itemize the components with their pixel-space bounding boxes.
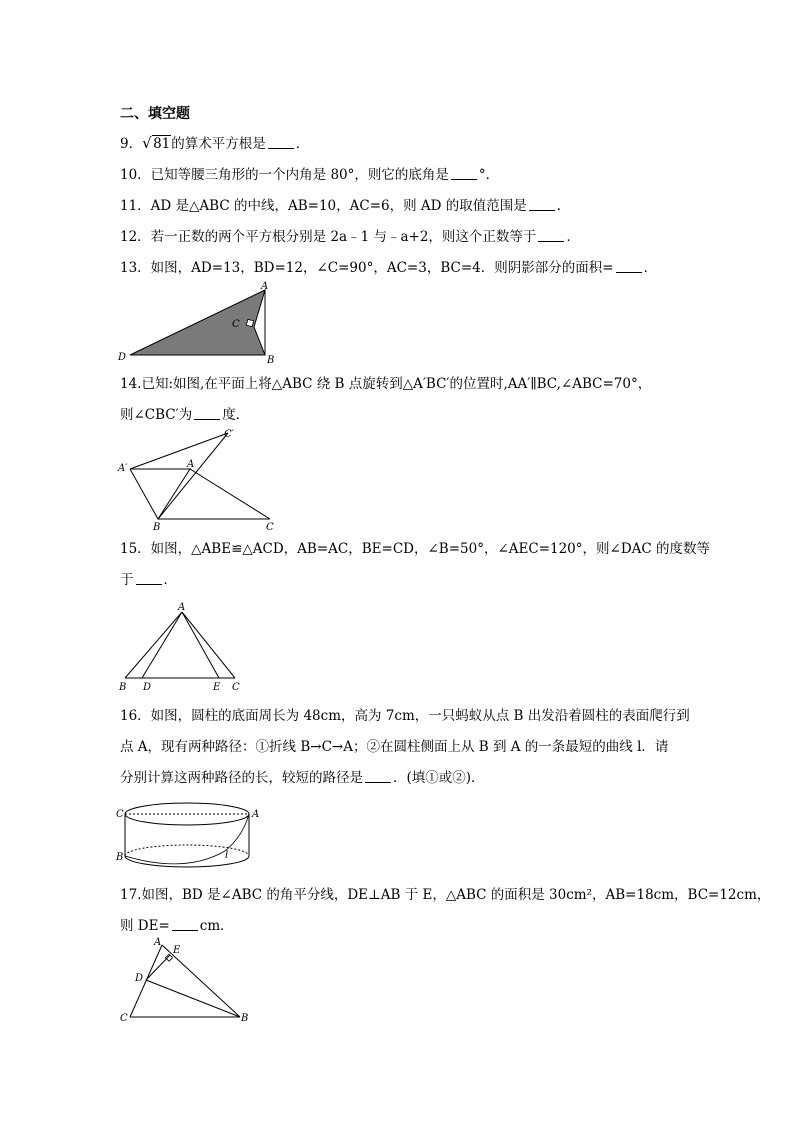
question-17-line1: 17.如图，BD 是∠ABC 的角平分线，DE⊥AB 于 E，△ABC 的面积是 30cm²，AB=18cm，BC=12cm， — [120, 887, 771, 903]
right-angle-mark — [246, 319, 253, 326]
label-D: D — [118, 352, 127, 363]
section-title: 二、填空题 — [120, 106, 190, 122]
answer-blank[interactable] — [529, 198, 555, 211]
label-B: B — [267, 355, 275, 366]
label-B: B — [241, 1013, 249, 1024]
label-B: B — [119, 682, 127, 693]
answer-blank[interactable] — [268, 136, 294, 149]
question-15-line1: 15．如图，△ABE≌△ACD，AB=AC，BE=CD，∠B=50°，∠AEC=120°，则∠DAC 的度数等 — [120, 541, 711, 557]
question-15-line2: 于 ． — [120, 572, 177, 588]
question-14-line2: 则∠CBC′为 度． — [120, 407, 250, 423]
answer-blank[interactable] — [616, 260, 642, 273]
answer-blank[interactable] — [194, 407, 220, 420]
shaded-region — [130, 290, 265, 355]
question-14-line1: 14.已知:如图,在平面上将△ABC 绕 B 点旋转到△A′BC′的位置时,AA′∥BC,∠ABC=70°， — [120, 376, 652, 392]
label-B: B — [153, 522, 161, 533]
label-C: C — [232, 319, 240, 330]
question-16-line1: 16．如图，圆柱的底面周长为 48cm，高为 7cm，一只蚂蚁从点 B 出发沿着圆柱的表面爬行到 — [120, 708, 690, 724]
question-12: 12．若一正数的两个平方根分别是 2a﹣1 与﹣a+2，则这个正数等于 ． — [120, 229, 580, 245]
label-B: B — [116, 852, 124, 863]
label-C: C — [120, 1013, 128, 1024]
figure-13 — [115, 281, 285, 366]
question-11: 11．AD 是△ABC 的中线，AB=10，AC=6，则 AD 的取值范围是 ． — [120, 198, 571, 214]
question-16-line3: 分别计算这两种路径的长，较短的路径是 ．(填①或②)． — [120, 770, 485, 786]
question-10: 10．已知等腰三角形的一个内角是 80°，则它的底角是 °． — [120, 167, 500, 183]
label-C: C — [116, 809, 124, 820]
answer-blank[interactable] — [451, 167, 477, 180]
label-D: D — [143, 682, 152, 693]
label-C1: C′ — [224, 429, 234, 440]
question-9: 9． √ 81的算术平方根是 ． — [120, 134, 310, 152]
label-A: A — [261, 281, 269, 292]
sqrt-expression: √ 81 — [142, 134, 171, 152]
figure-15 — [115, 600, 245, 695]
question-17-line2: 则 DE= cm． — [120, 918, 234, 934]
label-E: E — [213, 682, 221, 693]
answer-blank[interactable] — [538, 229, 564, 242]
answer-blank[interactable] — [365, 770, 391, 783]
label-A: A — [187, 459, 195, 470]
label-A: A — [252, 809, 260, 820]
label-C: C — [266, 522, 274, 533]
figure-16 — [115, 796, 275, 871]
label-A: A — [178, 602, 186, 613]
question-13: 13．如图，AD=13，BD=12，∠C=90°，AC=3，BC=4．则阴影部分的面积= ． — [120, 260, 658, 276]
label-A1: A′ — [118, 463, 128, 474]
answer-blank[interactable] — [172, 918, 198, 931]
label-A: A — [154, 937, 162, 948]
figure-17 — [115, 935, 255, 1025]
right-angle-mark — [165, 954, 172, 961]
figure-14 — [115, 427, 285, 532]
label-D: D — [135, 973, 144, 984]
answer-blank[interactable] — [136, 572, 162, 585]
label-C: C — [232, 682, 240, 693]
question-16-line2: 点 A，现有两种路径：①折线 B→C→A；②在圆柱侧面上从 B 到 A 的一条最短的曲线 l．请 — [120, 739, 669, 755]
label-E: E — [173, 945, 181, 956]
label-l: l — [225, 850, 229, 861]
